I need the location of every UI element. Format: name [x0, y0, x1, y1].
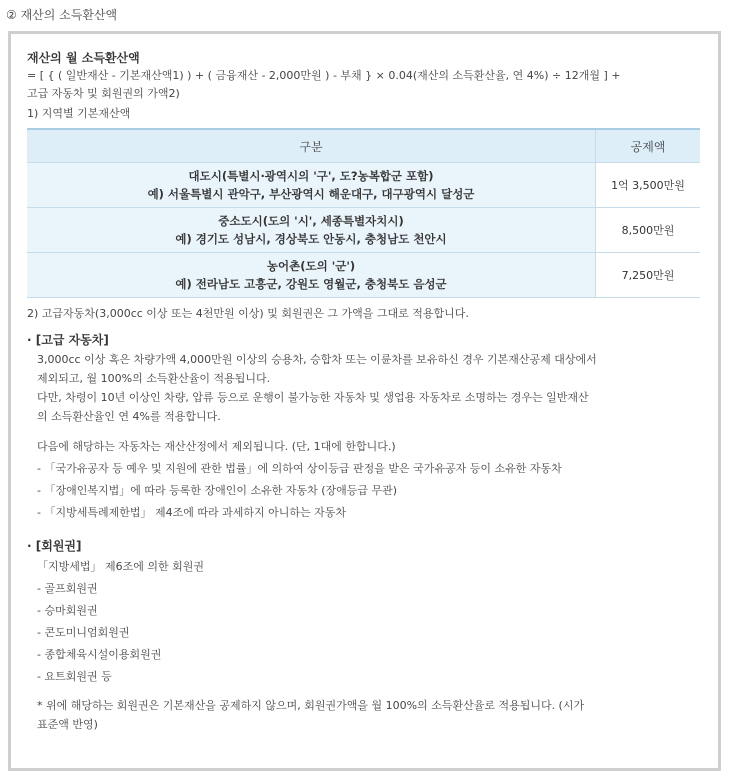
- list-item: - 「국가유공자 등 예우 및 지원에 관한 법률」에 의하여 상이등급 판정을 받은 국가유공자 등이 소유한 자동차: [37, 462, 562, 475]
- table-row: [27, 163, 700, 208]
- list-item: - 「지방세특례제한법」 제4조에 따라 과세하지 아니하는 자동차: [37, 506, 346, 519]
- table-intro: 1) 지역별 기본재산액: [27, 107, 131, 120]
- area-cell: [27, 163, 596, 208]
- list-item: - 승마회원권: [37, 604, 98, 617]
- car-heading: · [고급 자동차]: [27, 333, 109, 347]
- car-paragraph-3: 다만, 차령이 10년 이상인 차량, 압류 등으로 운행이 불가능한 자동차 및 생업용 자동차로 소명하는 경우는 일반재산: [37, 391, 589, 404]
- table-header-row: [27, 129, 700, 163]
- header-category: 구분: [27, 129, 596, 163]
- table-row: [27, 253, 700, 298]
- table-row: [27, 208, 700, 253]
- base-property-table: [27, 128, 700, 298]
- content-box: [8, 31, 721, 771]
- list-item: - 「장애인복지법」에 따라 등록한 장애인이 소유한 자동차 (장애등급 무관): [37, 484, 398, 497]
- list-item: - 콘도미니엄회원권: [37, 626, 130, 639]
- header-deduction: 공제액: [596, 129, 701, 163]
- amount-cell: 7,250만원: [596, 253, 701, 298]
- amount-cell: 1억 3,500만원: [596, 163, 701, 208]
- content-inner: [27, 49, 703, 734]
- area-example: 예) 경기도 성남시, 경상북도 안동시, 충청남도 천안시: [175, 232, 447, 246]
- note-2: 2) 고급자동차(3,000cc 이상 또는 4천만원 이상) 및 회원권은 그 가액을 그대로 적용합니다.: [27, 307, 469, 320]
- amount-cell: 8,500만원: [596, 208, 701, 253]
- area-cell: [27, 253, 596, 298]
- list-item: - 종합체육시설이용회원권: [37, 648, 162, 661]
- area-name: 대도시(특별시·광역시의 '구', 도?농복합군 포함): [188, 169, 434, 183]
- formula-line-2: 고급 자동차 및 회원권의 가액2): [27, 87, 180, 100]
- area-example: 예) 서울특별시 관악구, 부산광역시 해운대구, 대구광역시 달성군: [147, 187, 475, 201]
- list-item: - 요트회원권 등: [37, 670, 112, 683]
- car-paragraph-2: 제외되고, 월 100%의 소득환산율이 적용됩니다.: [37, 372, 271, 385]
- area-name: 중소도시(도의 '시', 세종특별자치시): [218, 214, 404, 228]
- car-exempt-intro: 다음에 해당하는 자동차는 재산산정에서 제외됩니다. (단, 1대에 한합니다.): [37, 440, 396, 453]
- list-item: - 골프회원권: [37, 582, 98, 595]
- car-paragraph-4: 의 소득환산율인 연 4%를 적용합니다.: [37, 410, 221, 423]
- area-name: 농어촌(도의 '군'): [266, 259, 356, 273]
- membership-heading: · [회원권]: [27, 539, 82, 553]
- section-title: ② 재산의 소득환산액: [6, 8, 118, 22]
- formula-line-1: = [ { ( 일반재산 - 기본재산액1) ) + ( 금융재산 - 2,000만원 ) - 부채 } × 0.04(재산의 소득환산율, 연 4%) ÷ 12개월 ] +: [27, 69, 621, 82]
- membership-law: 「지방세법」 제6조에 의한 회원권: [37, 560, 204, 573]
- formula-title: 재산의 월 소득환산액: [27, 51, 140, 65]
- area-cell: [27, 208, 596, 253]
- area-example: 예) 전라남도 고흥군, 강원도 영월군, 충청북도 음성군: [175, 277, 447, 291]
- membership-footnote-1: * 위에 해당하는 회원권은 기본재산을 공제하지 않으며, 회원권가액을 월 100%의 소득환산율로 적용됩니다. (시가: [37, 699, 585, 712]
- membership-footnote-2: 표준액 반영): [37, 718, 98, 731]
- car-paragraph-1: 3,000cc 이상 혹은 차량가액 4,000만원 이상의 승용차, 승합차 또는 이륜차를 보유하신 경우 기본재산공제 대상에서: [37, 353, 597, 366]
